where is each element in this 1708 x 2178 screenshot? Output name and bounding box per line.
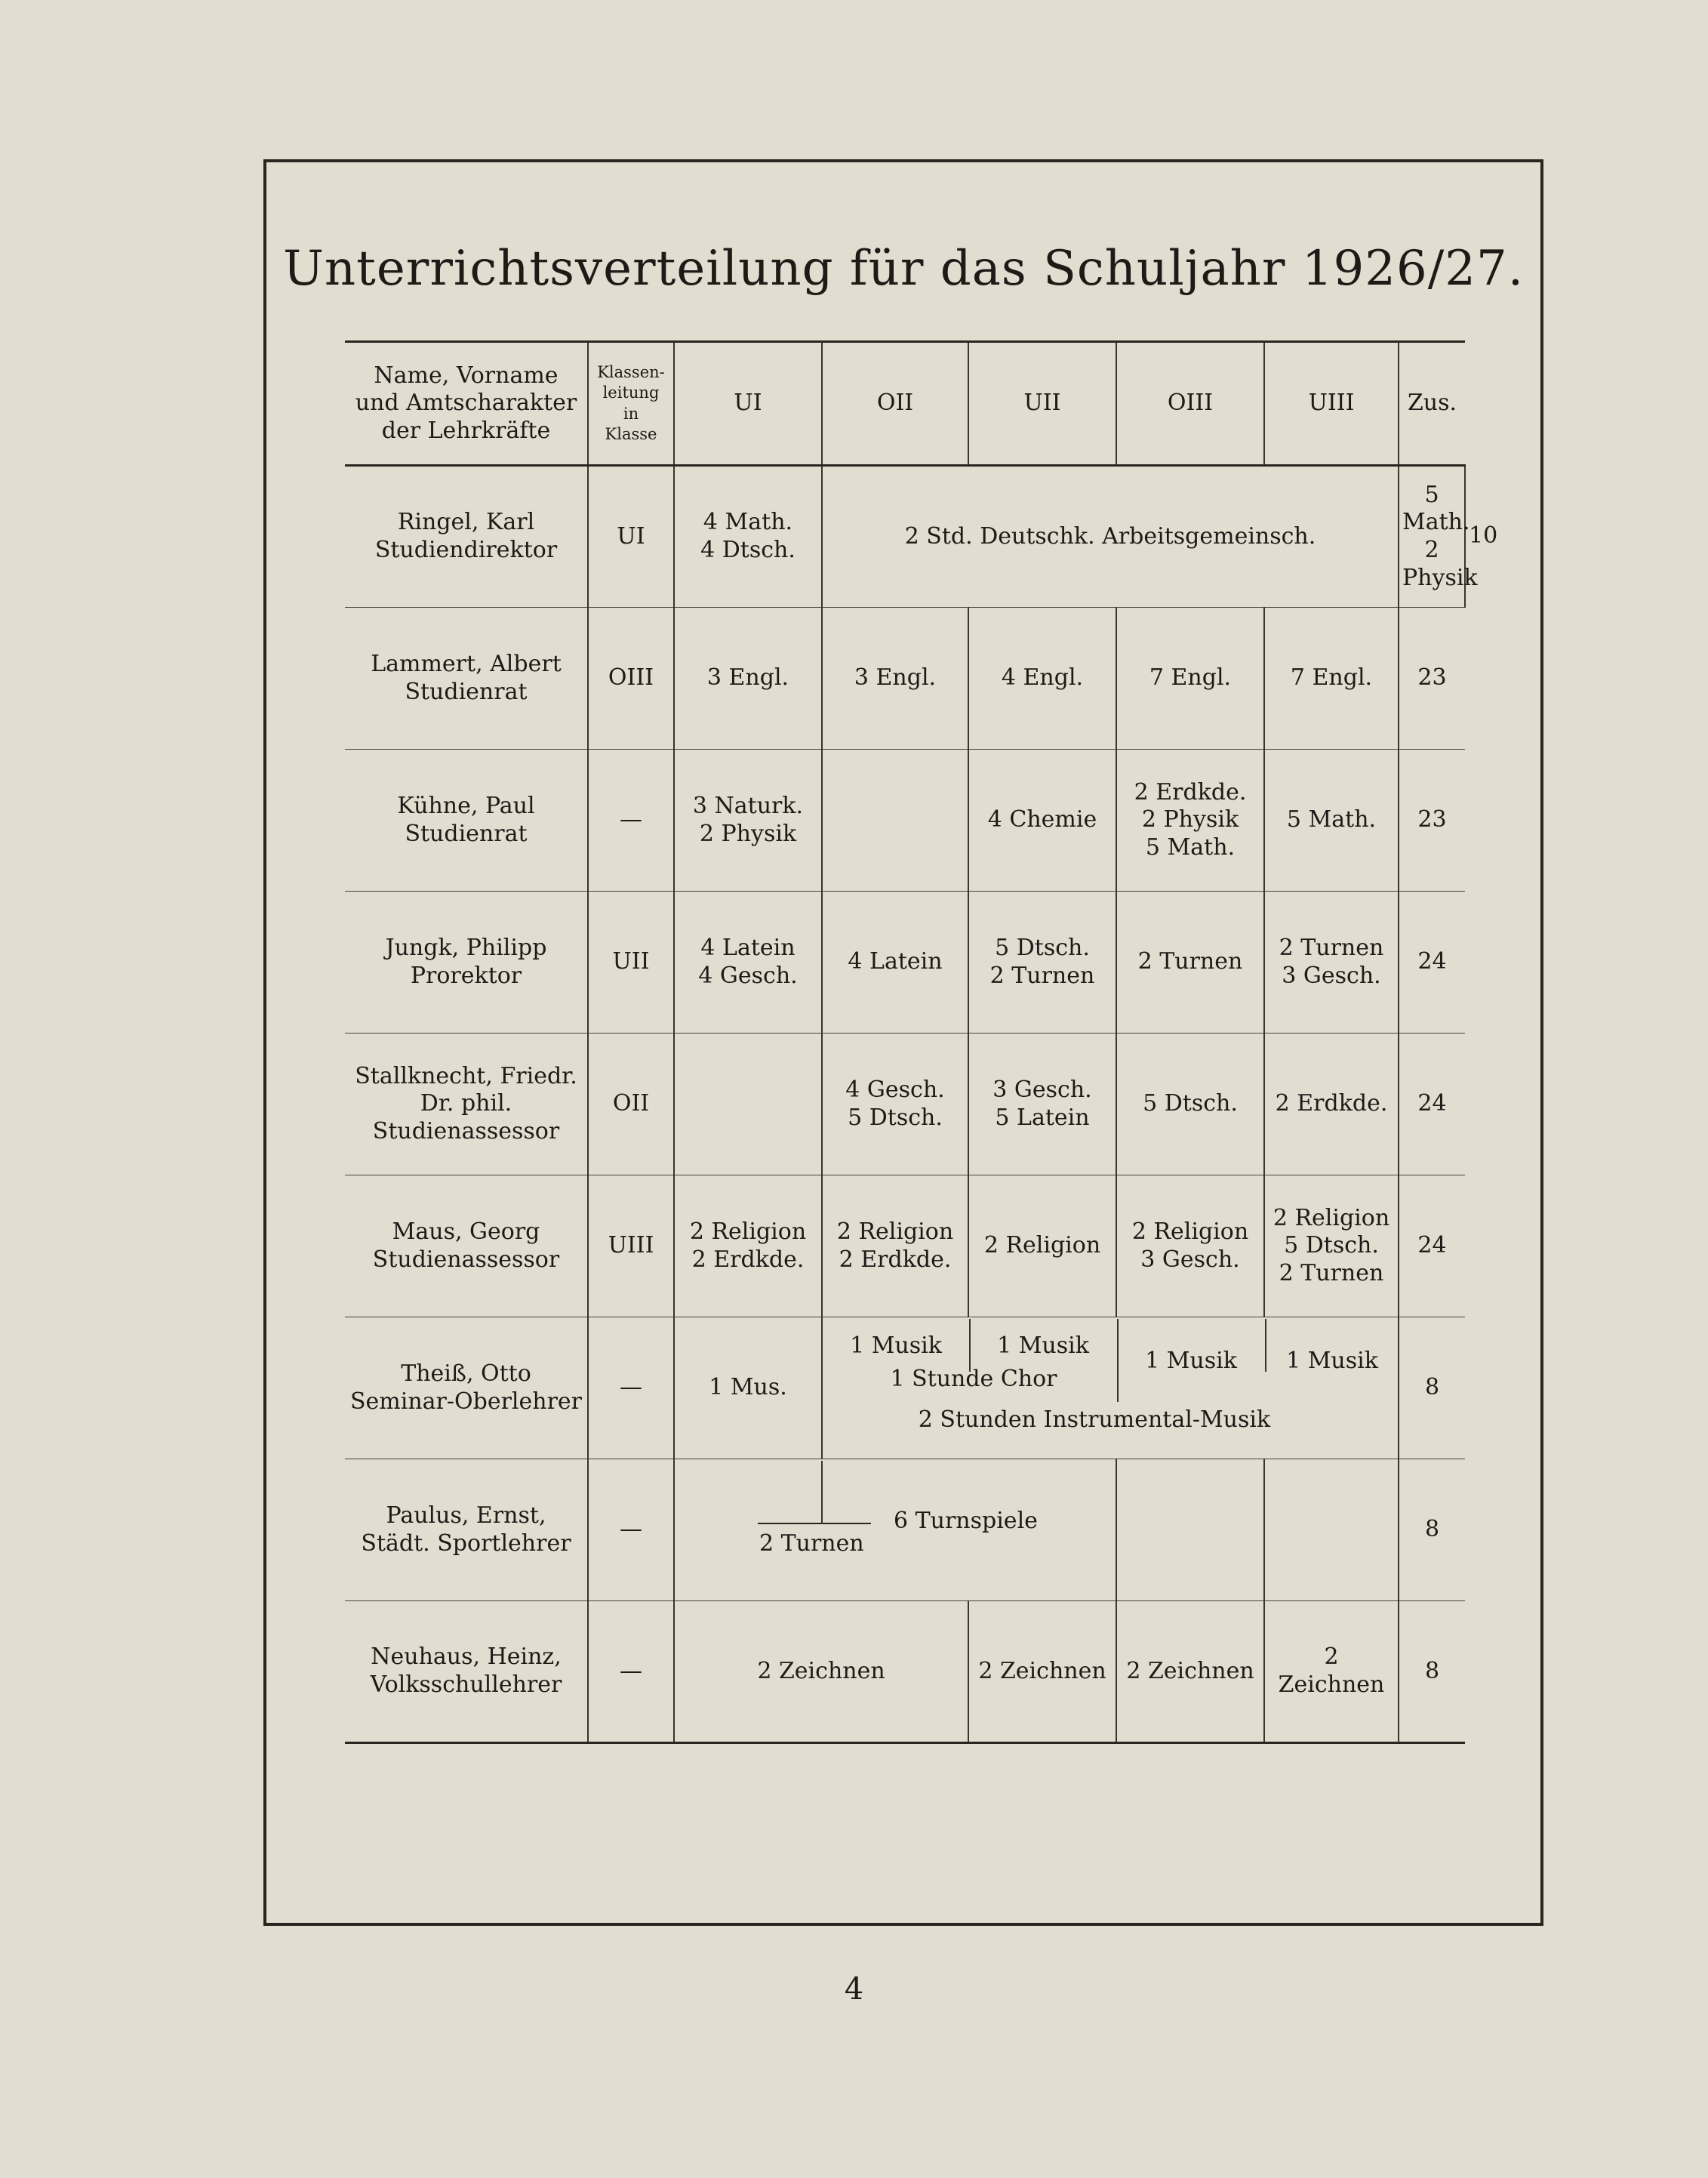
cell-uii: 4 Engl. bbox=[968, 608, 1116, 750]
cell-ui: 1 Mus. bbox=[674, 1317, 822, 1459]
cell-uii: 2 Zeichnen bbox=[968, 1601, 1116, 1743]
page-number: 4 bbox=[844, 1972, 864, 2007]
cell-uiii: 2 Turnen 3 Gesch. bbox=[1264, 892, 1399, 1034]
choir-note: 1 Stunde Chor bbox=[890, 1365, 1057, 1392]
cell-oiii: 2 Erdkde. 2 Physik 5 Math. bbox=[1116, 750, 1264, 892]
page-title: Unterrichtsverteilung für das Schuljahr 1926/27. bbox=[282, 241, 1525, 297]
cell-ui: 4 Latein 4 Gesch. bbox=[674, 892, 822, 1034]
cell-oiii: 2 Religion 3 Gesch. bbox=[1116, 1175, 1264, 1317]
cell-oii: 4 Latein bbox=[822, 892, 968, 1034]
class-lead: UI bbox=[588, 466, 674, 608]
cell-zus: 24 bbox=[1399, 1175, 1465, 1317]
teacher-name: Kühne, Paul Studienrat bbox=[345, 750, 588, 892]
music-block bbox=[823, 1319, 1398, 1458]
teacher-name: Maus, Georg Studienassessor bbox=[345, 1175, 588, 1317]
cell-uiii: 2 Zeichnen bbox=[1264, 1601, 1399, 1743]
table-row bbox=[345, 1459, 1465, 1601]
cell-oii-oiii-span: 2 Std. Deutschk. Arbeitsgemeinsch. bbox=[822, 466, 1399, 608]
cell-uii: 4 Chemie bbox=[968, 750, 1116, 892]
music-oiii: 1 Musik bbox=[1145, 1347, 1237, 1374]
bracket-line bbox=[758, 1523, 871, 1524]
table-row bbox=[345, 1034, 1465, 1175]
cell-music-block bbox=[822, 1317, 1399, 1459]
music-uii: 1 Musik bbox=[997, 1332, 1089, 1359]
class-lead: — bbox=[588, 1601, 674, 1743]
cell-uiii: 2 Religion 5 Dtsch. 2 Turnen bbox=[1264, 1175, 1399, 1317]
cell-ui-oii: 2 Zeichnen bbox=[674, 1601, 968, 1743]
cell-uiii: 5 Math. bbox=[1264, 750, 1399, 892]
cell-oii: 4 Gesch. 5 Dtsch. bbox=[822, 1034, 968, 1175]
teacher-name: Stallknecht, Friedr. Dr. phil. Studienassessor bbox=[345, 1034, 588, 1175]
cell-uiii: 5 Math. 2 Physik bbox=[1399, 466, 1465, 608]
cell-oiii: 2 Zeichnen bbox=[1116, 1601, 1264, 1743]
teacher-name: Theiß, Otto Seminar-Oberlehrer bbox=[345, 1317, 588, 1459]
cell-oii bbox=[822, 750, 968, 892]
teacher-name: Paulus, Ernst, Städt. Sportlehrer bbox=[345, 1459, 588, 1601]
cell-ui: 2 Religion 2 Erdkde. bbox=[674, 1175, 822, 1317]
cell-zus: 23 bbox=[1399, 608, 1465, 750]
teacher-name: Lammert, Albert Studienrat bbox=[345, 608, 588, 750]
header-oiii: OIII bbox=[1116, 342, 1264, 466]
sport-block bbox=[675, 1461, 1116, 1600]
table-row bbox=[345, 1601, 1465, 1743]
music-oii: 1 Musik bbox=[850, 1332, 942, 1359]
cell-zus: 23 bbox=[1399, 750, 1465, 892]
cell-oiii: 7 Engl. bbox=[1116, 608, 1264, 750]
table-row bbox=[345, 608, 1465, 750]
cell-uii: 2 Religion bbox=[968, 1175, 1116, 1317]
class-lead: OIII bbox=[588, 608, 674, 750]
divider bbox=[1265, 1319, 1266, 1372]
cell-ui: 3 Naturk. 2 Physik bbox=[674, 750, 822, 892]
divider bbox=[1117, 1319, 1119, 1402]
table-row bbox=[345, 1175, 1465, 1317]
cell-uii: 3 Gesch. 5 Latein bbox=[968, 1034, 1116, 1175]
cell-uii: 5 Dtsch. 2 Turnen bbox=[968, 892, 1116, 1034]
instrumental-note: 2 Stunden Instrumental-Musik bbox=[918, 1406, 1271, 1433]
class-lead: UII bbox=[588, 892, 674, 1034]
teacher-name: Neuhaus, Heinz, Volksschullehrer bbox=[345, 1601, 588, 1743]
header-oii: OII bbox=[822, 342, 968, 466]
cell-ui: 3 Engl. bbox=[674, 608, 822, 750]
cell-oii: 3 Engl. bbox=[822, 608, 968, 750]
cell-sport-block bbox=[674, 1459, 1116, 1601]
turnspiele-note: 6 Turnspiele bbox=[894, 1507, 1038, 1534]
cell-oiii: 2 Turnen bbox=[1116, 892, 1264, 1034]
divider bbox=[821, 1461, 823, 1524]
divider bbox=[969, 1319, 971, 1372]
cell-zus: 8 bbox=[1399, 1459, 1465, 1601]
table-row: Ringel, Karl Studiendirektor UI 4 Math. 4 Dtsch. 2 Std. Deutschk. Arbeitsgemeinsch. 5 Math. 2 Physik 10 bbox=[345, 466, 1465, 608]
header-uii: UII bbox=[968, 342, 1116, 466]
cell-oiii bbox=[1116, 1459, 1264, 1601]
turnen-note: 2 Turnen bbox=[759, 1530, 864, 1557]
table-row bbox=[345, 750, 1465, 892]
class-lead: — bbox=[588, 750, 674, 892]
cell-ui bbox=[674, 1034, 822, 1175]
header-ui: UI bbox=[674, 342, 822, 466]
header-zus: Zus. bbox=[1399, 342, 1465, 466]
cell-ui: 4 Math. 4 Dtsch. bbox=[674, 466, 822, 608]
table-row bbox=[345, 1317, 1465, 1459]
cell-zus: 24 bbox=[1399, 892, 1465, 1034]
teaching-distribution-table bbox=[345, 340, 1498, 1744]
header-row bbox=[345, 342, 1465, 466]
cell-zus: 24 bbox=[1399, 1034, 1465, 1175]
cell-oiii: 5 Dtsch. bbox=[1116, 1034, 1264, 1175]
header-uiii: UIII bbox=[1264, 342, 1399, 466]
teacher-name: Ringel, Karl Studiendirektor bbox=[345, 466, 588, 608]
cell-uiii: 2 Erdkde. bbox=[1264, 1034, 1399, 1175]
cell-zus: 8 bbox=[1399, 1317, 1465, 1459]
cell-uiii bbox=[1264, 1459, 1399, 1601]
cell-zus: 8 bbox=[1399, 1601, 1465, 1743]
header-name: Name, Vorname und Amtscharakter der Lehrkräfte bbox=[345, 342, 588, 466]
music-uiii: 1 Musik bbox=[1286, 1347, 1378, 1374]
table-frame bbox=[263, 159, 1543, 1926]
class-lead: — bbox=[588, 1317, 674, 1459]
class-lead: UIII bbox=[588, 1175, 674, 1317]
class-lead: OII bbox=[588, 1034, 674, 1175]
cell-oii: 2 Religion 2 Erdkde. bbox=[822, 1175, 968, 1317]
table-row bbox=[345, 892, 1465, 1034]
class-lead: — bbox=[588, 1459, 674, 1601]
teacher-name: Jungk, Philipp Prorektor bbox=[345, 892, 588, 1034]
header-klassenleitung: Klassen- leitung in Klasse bbox=[588, 342, 674, 466]
cell-uiii: 7 Engl. bbox=[1264, 608, 1399, 750]
